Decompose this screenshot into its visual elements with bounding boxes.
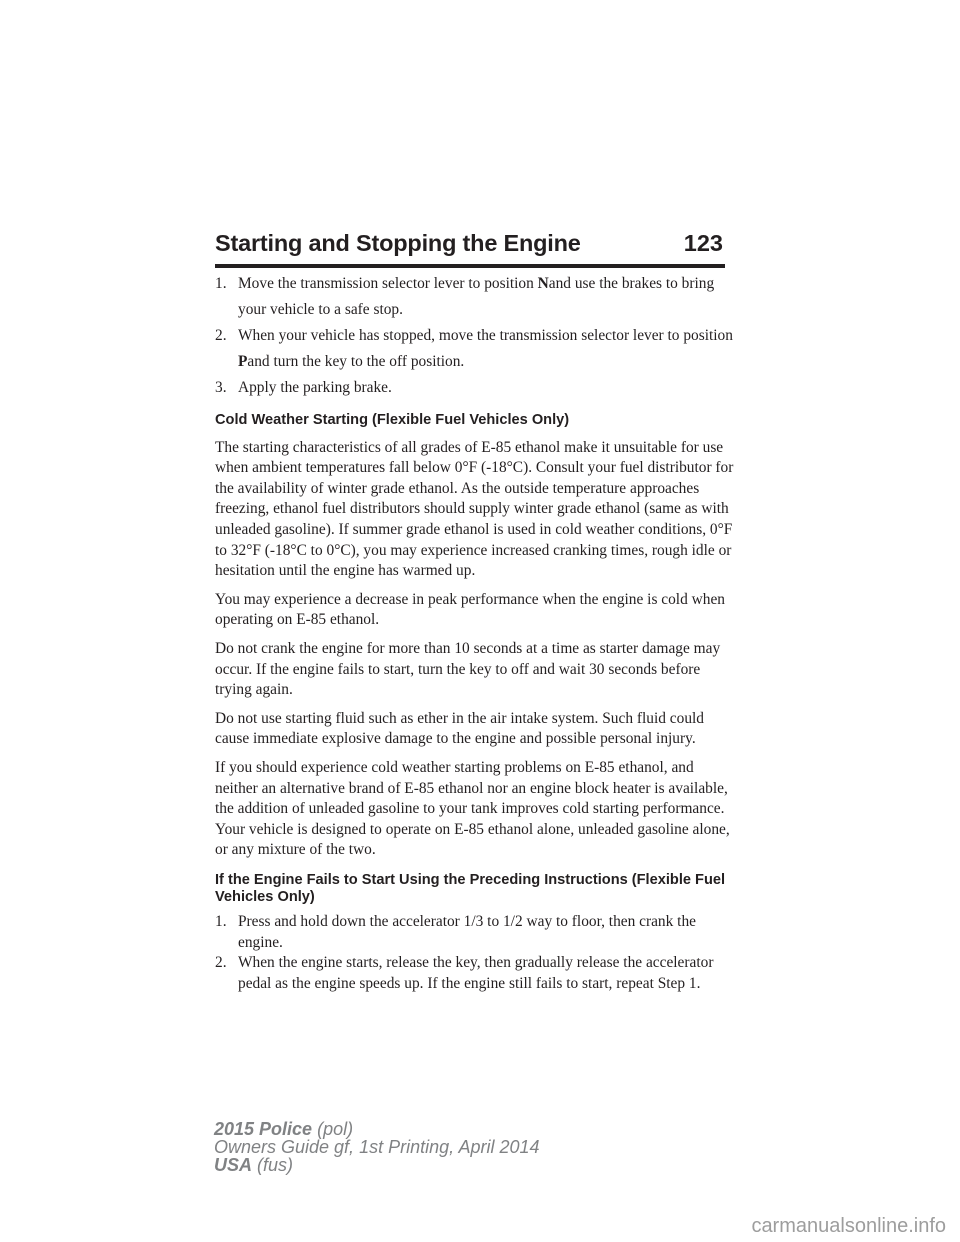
step-item	[215, 375, 735, 401]
step-number: 1.	[215, 275, 227, 292]
section-title: Starting and Stopping the Engine	[215, 230, 581, 256]
page-content	[215, 271, 735, 994]
step-text: When your vehicle has stopped, move the transmission selector lever to position	[238, 327, 733, 344]
paragraph: If you should experience cold weather starting problems on E-85 ethanol, and neither an alternative brand of E-85 ethanol nor an engine block heater is available, the addition of unleaded gasoline to your tank improves cold starting performance. Your vehicle is designed to operate on E-85 ethanol alone, unleaded gasoline alone, or any mixture of the two.	[215, 758, 730, 859]
paragraph: Do not use starting fluid such as ether in the air intake system. Such fluid could cause immediate explosive damage to the engine and possible personal injury.	[215, 709, 704, 748]
step-text: and turn the key to the off position.	[247, 353, 465, 370]
footer-market: USA	[214, 1155, 253, 1175]
step-text: and use the brakes to bring your vehicle to a safe stop.	[238, 275, 715, 318]
step-text: When the engine starts, release the key, then gradually release the accelerator pedal as the engine speeds up. If the engine still fails to start, repeat Step 1.	[238, 954, 714, 992]
page-number: 123	[683, 230, 723, 256]
footer-code: (pol)	[317, 1119, 354, 1139]
step-text: Move the transmission selector lever to position	[238, 275, 538, 292]
step-text: Apply the parking brake.	[238, 379, 392, 396]
step-item	[215, 953, 735, 994]
watermark: carmanualsonline.info	[751, 1215, 946, 1237]
section-heading: Cold Weather Starting (Flexible Fuel Vehicles Only)	[215, 412, 570, 428]
step-number: 3.	[215, 379, 227, 396]
paragraph: You may experience a decrease in peak performance when the engine is cold when operating on E-85 ethanol.	[215, 590, 725, 629]
footer-edition: Owners Guide gf, 1st Printing, April 2014	[214, 1137, 540, 1157]
footer-model: 2015 Police	[214, 1119, 313, 1139]
step-item	[215, 912, 735, 953]
step-number: 2.	[215, 954, 227, 972]
print-footer	[214, 1120, 540, 1174]
step-item	[215, 323, 735, 375]
step-text: Press and hold down the accelerator 1/3 to 1/2 way to floor, then crank the engine.	[238, 913, 696, 951]
gear-position: P	[238, 353, 248, 370]
step-number: 1.	[215, 913, 227, 931]
paragraph: Do not crank the engine for more than 10 seconds at a time as starter damage may occur. If the engine fails to start, turn the key to off and wait 30 seconds before trying again.	[215, 639, 721, 699]
page-header	[215, 226, 725, 268]
section-heading: If the Engine Fails to Start Using the Preceding Instructions (Flexible Fuel Vehicles Only)	[215, 871, 726, 906]
step-item	[215, 271, 735, 323]
footer-market-code: (fus)	[257, 1155, 294, 1175]
paragraph: The starting characteristics of all grades of E-85 ethanol make it unsuitable for use when ambient temperatures fall below 0°F (-18°C). Consult your fuel distributor for the availability of winter grade ethanol. As the outside temperature approaches freezing, ethanol fuel distributors should supply winter grade ethanol (same as with unleaded gasoline). If summer grade ethanol is used in cold weather conditions, 0°F to 32°F (-18°C to 0°C), you may experience increased cranking times, rough idle or hesitation until the engine has warmed up.	[215, 438, 734, 580]
gear-position: N	[537, 275, 549, 292]
step-number: 2.	[215, 327, 227, 344]
